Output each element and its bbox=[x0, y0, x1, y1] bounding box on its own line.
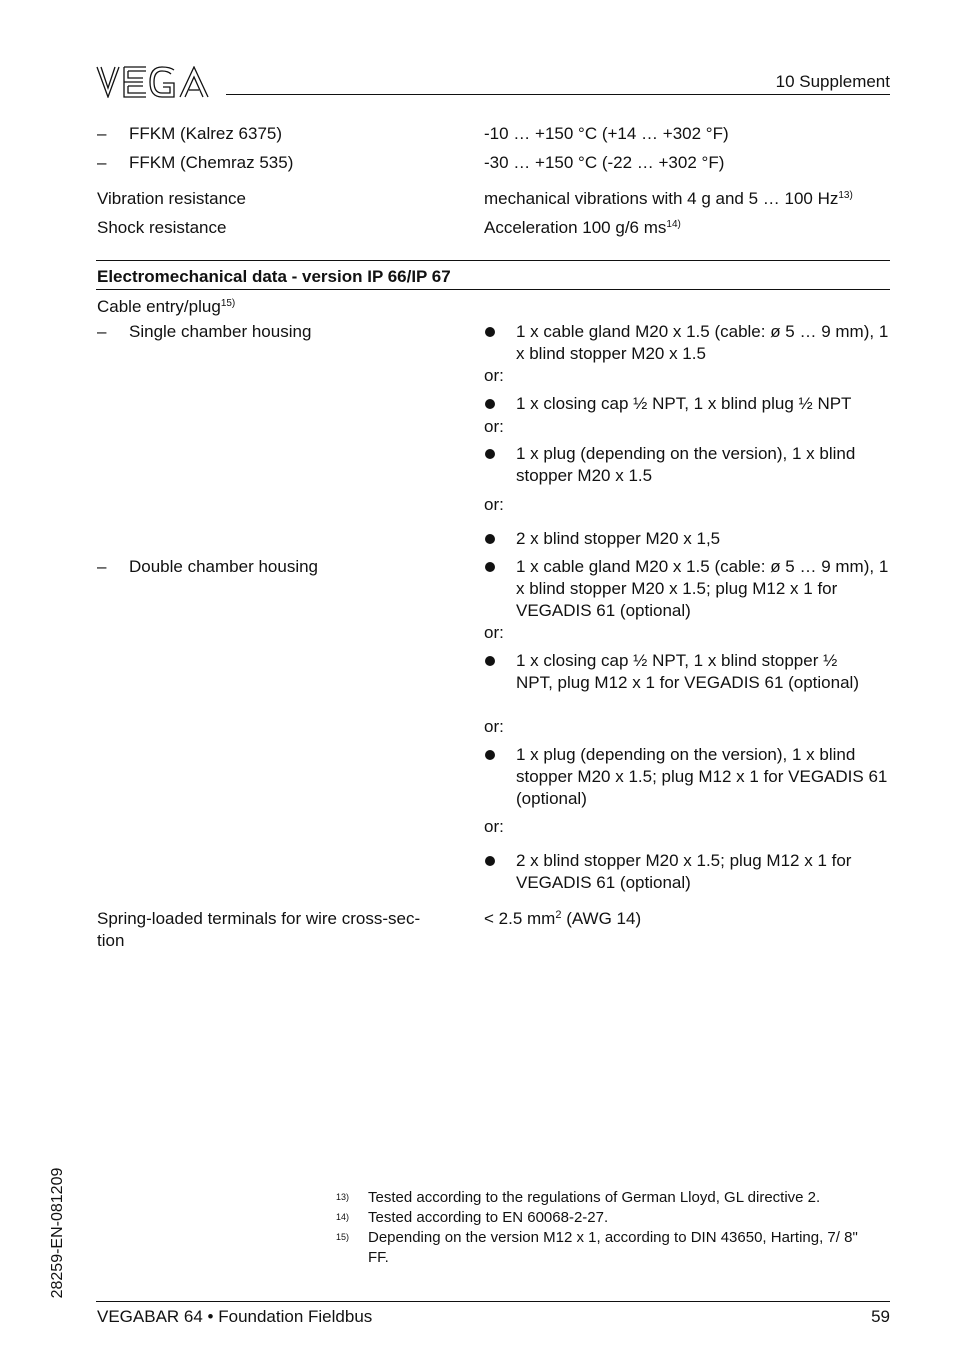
shock-value bbox=[484, 218, 681, 238]
footnote-number: 13) bbox=[336, 1192, 350, 1202]
double-option-1: 1 x cable gland M20 x 1.5 (cable: ø 5 … 9 mm), 1 x blind stopper M20 x 1.5; plug M12 x 1 for VEGADIS 61 (optional) bbox=[516, 557, 889, 620]
header-rule bbox=[226, 94, 890, 95]
section-title: 10 Supplement bbox=[775, 72, 890, 91]
document-code: 28259-EN-081209 bbox=[49, 1167, 66, 1299]
footnote-text: Depending on the version M12 x 1, according to DIN 43650, Harting, 7/ 8" FF. bbox=[368, 1229, 858, 1266]
double-option-2: 1 x closing cap ½ NPT, 1 x blind stopper ½ NPT, plug M12 x 1 for VEGADIS 61 (optional) bbox=[516, 651, 859, 692]
footer-rule bbox=[96, 1301, 890, 1302]
or-label: or: bbox=[484, 417, 504, 436]
vibration-text: mechanical vibrations with 4 g and 5 … 100 Hz bbox=[484, 189, 839, 208]
bullet bbox=[485, 399, 495, 409]
terminals-label-line1: Spring-loaded terminals for wire cross-sec- bbox=[97, 909, 421, 928]
list-dash: – bbox=[97, 124, 107, 143]
single-option-1: 1 x cable gland M20 x 1.5 (cable: ø 5 … 9 mm), 1 x blind stopper M20 x 1.5 bbox=[516, 322, 889, 363]
vega-logo bbox=[96, 66, 214, 98]
shock-label: Shock resistance bbox=[97, 218, 227, 237]
shock-text: Acceleration 100 g/6 ms bbox=[484, 218, 667, 237]
double-chamber-label: Double chamber housing bbox=[129, 557, 319, 576]
page-number: 59 bbox=[871, 1307, 890, 1326]
material-kalrez-label: FFKM (Kalrez 6375) bbox=[129, 124, 283, 143]
list-dash: – bbox=[97, 557, 107, 576]
material-chemraz-label: FFKM (Chemraz 535) bbox=[129, 153, 294, 172]
single-option-4: 2 x blind stopper M20 x 1,5 bbox=[516, 529, 721, 548]
bullet bbox=[485, 562, 495, 572]
or-label: or: bbox=[484, 623, 504, 642]
material-chemraz-value: -30 … +150 °C (-22 … +302 °F) bbox=[484, 153, 725, 172]
or-label: or: bbox=[484, 817, 504, 836]
footnote-text: Tested according to EN 60068-2-27. bbox=[368, 1209, 609, 1226]
bullet bbox=[485, 856, 495, 866]
terminals-value-pre: < 2.5 mm bbox=[484, 909, 556, 928]
or-label: or: bbox=[484, 717, 504, 736]
vibration-label: Vibration resistance bbox=[97, 189, 246, 208]
double-option-4: 2 x blind stopper M20 x 1.5; plug M12 x 1 for VEGADIS 61 (optional) bbox=[516, 851, 852, 892]
material-kalrez-value: -10 … +150 °C (+14 … +302 °F) bbox=[484, 124, 729, 143]
double-option-3: 1 x plug (depending on the version), 1 x blind stopper M20 x 1.5; plug M12 x 1 for VEGADIS 61 (optional) bbox=[516, 745, 888, 808]
footnote-text: Tested according to the regulations of German Lloyd, GL directive 2. bbox=[368, 1189, 821, 1206]
bullet bbox=[485, 449, 495, 459]
or-label: or: bbox=[484, 366, 504, 385]
bullet bbox=[485, 327, 495, 337]
bullet bbox=[485, 656, 495, 666]
cable-entry-text: Cable entry/plug bbox=[97, 297, 221, 316]
section-heading: Electromechanical data - version IP 66/IP 67 bbox=[97, 267, 451, 286]
cable-entry-label bbox=[97, 297, 235, 317]
single-option-3: 1 x plug (depending on the version), 1 x blind stopper M20 x 1.5 bbox=[516, 444, 856, 485]
terminals-value-post: (AWG 14) bbox=[561, 909, 642, 928]
terminals-label-line2: tion bbox=[97, 931, 125, 950]
bullet bbox=[485, 750, 495, 760]
footnote-ref-13: 13) bbox=[838, 190, 853, 201]
section-rule-top bbox=[96, 260, 890, 261]
footer-title: VEGABAR 64 • Foundation Fieldbus bbox=[97, 1307, 373, 1326]
list-dash: – bbox=[97, 322, 107, 341]
footnote-ref-14: 14) bbox=[666, 219, 681, 230]
or-label: or: bbox=[484, 495, 504, 514]
section-rule-bottom bbox=[96, 289, 890, 290]
bullet bbox=[485, 534, 495, 544]
single-chamber-label: Single chamber housing bbox=[129, 322, 312, 341]
footnote-number: 15) bbox=[336, 1232, 350, 1242]
footnote-number: 14) bbox=[336, 1212, 350, 1222]
vibration-value bbox=[484, 189, 853, 209]
footnote-ref-15: 15) bbox=[220, 298, 236, 309]
terminals-value-exponent: 2 bbox=[555, 909, 562, 921]
list-dash: – bbox=[97, 153, 107, 172]
single-option-2: 1 x closing cap ½ NPT, 1 x blind plug ½ NPT bbox=[516, 394, 852, 413]
terminals-value bbox=[484, 909, 641, 929]
